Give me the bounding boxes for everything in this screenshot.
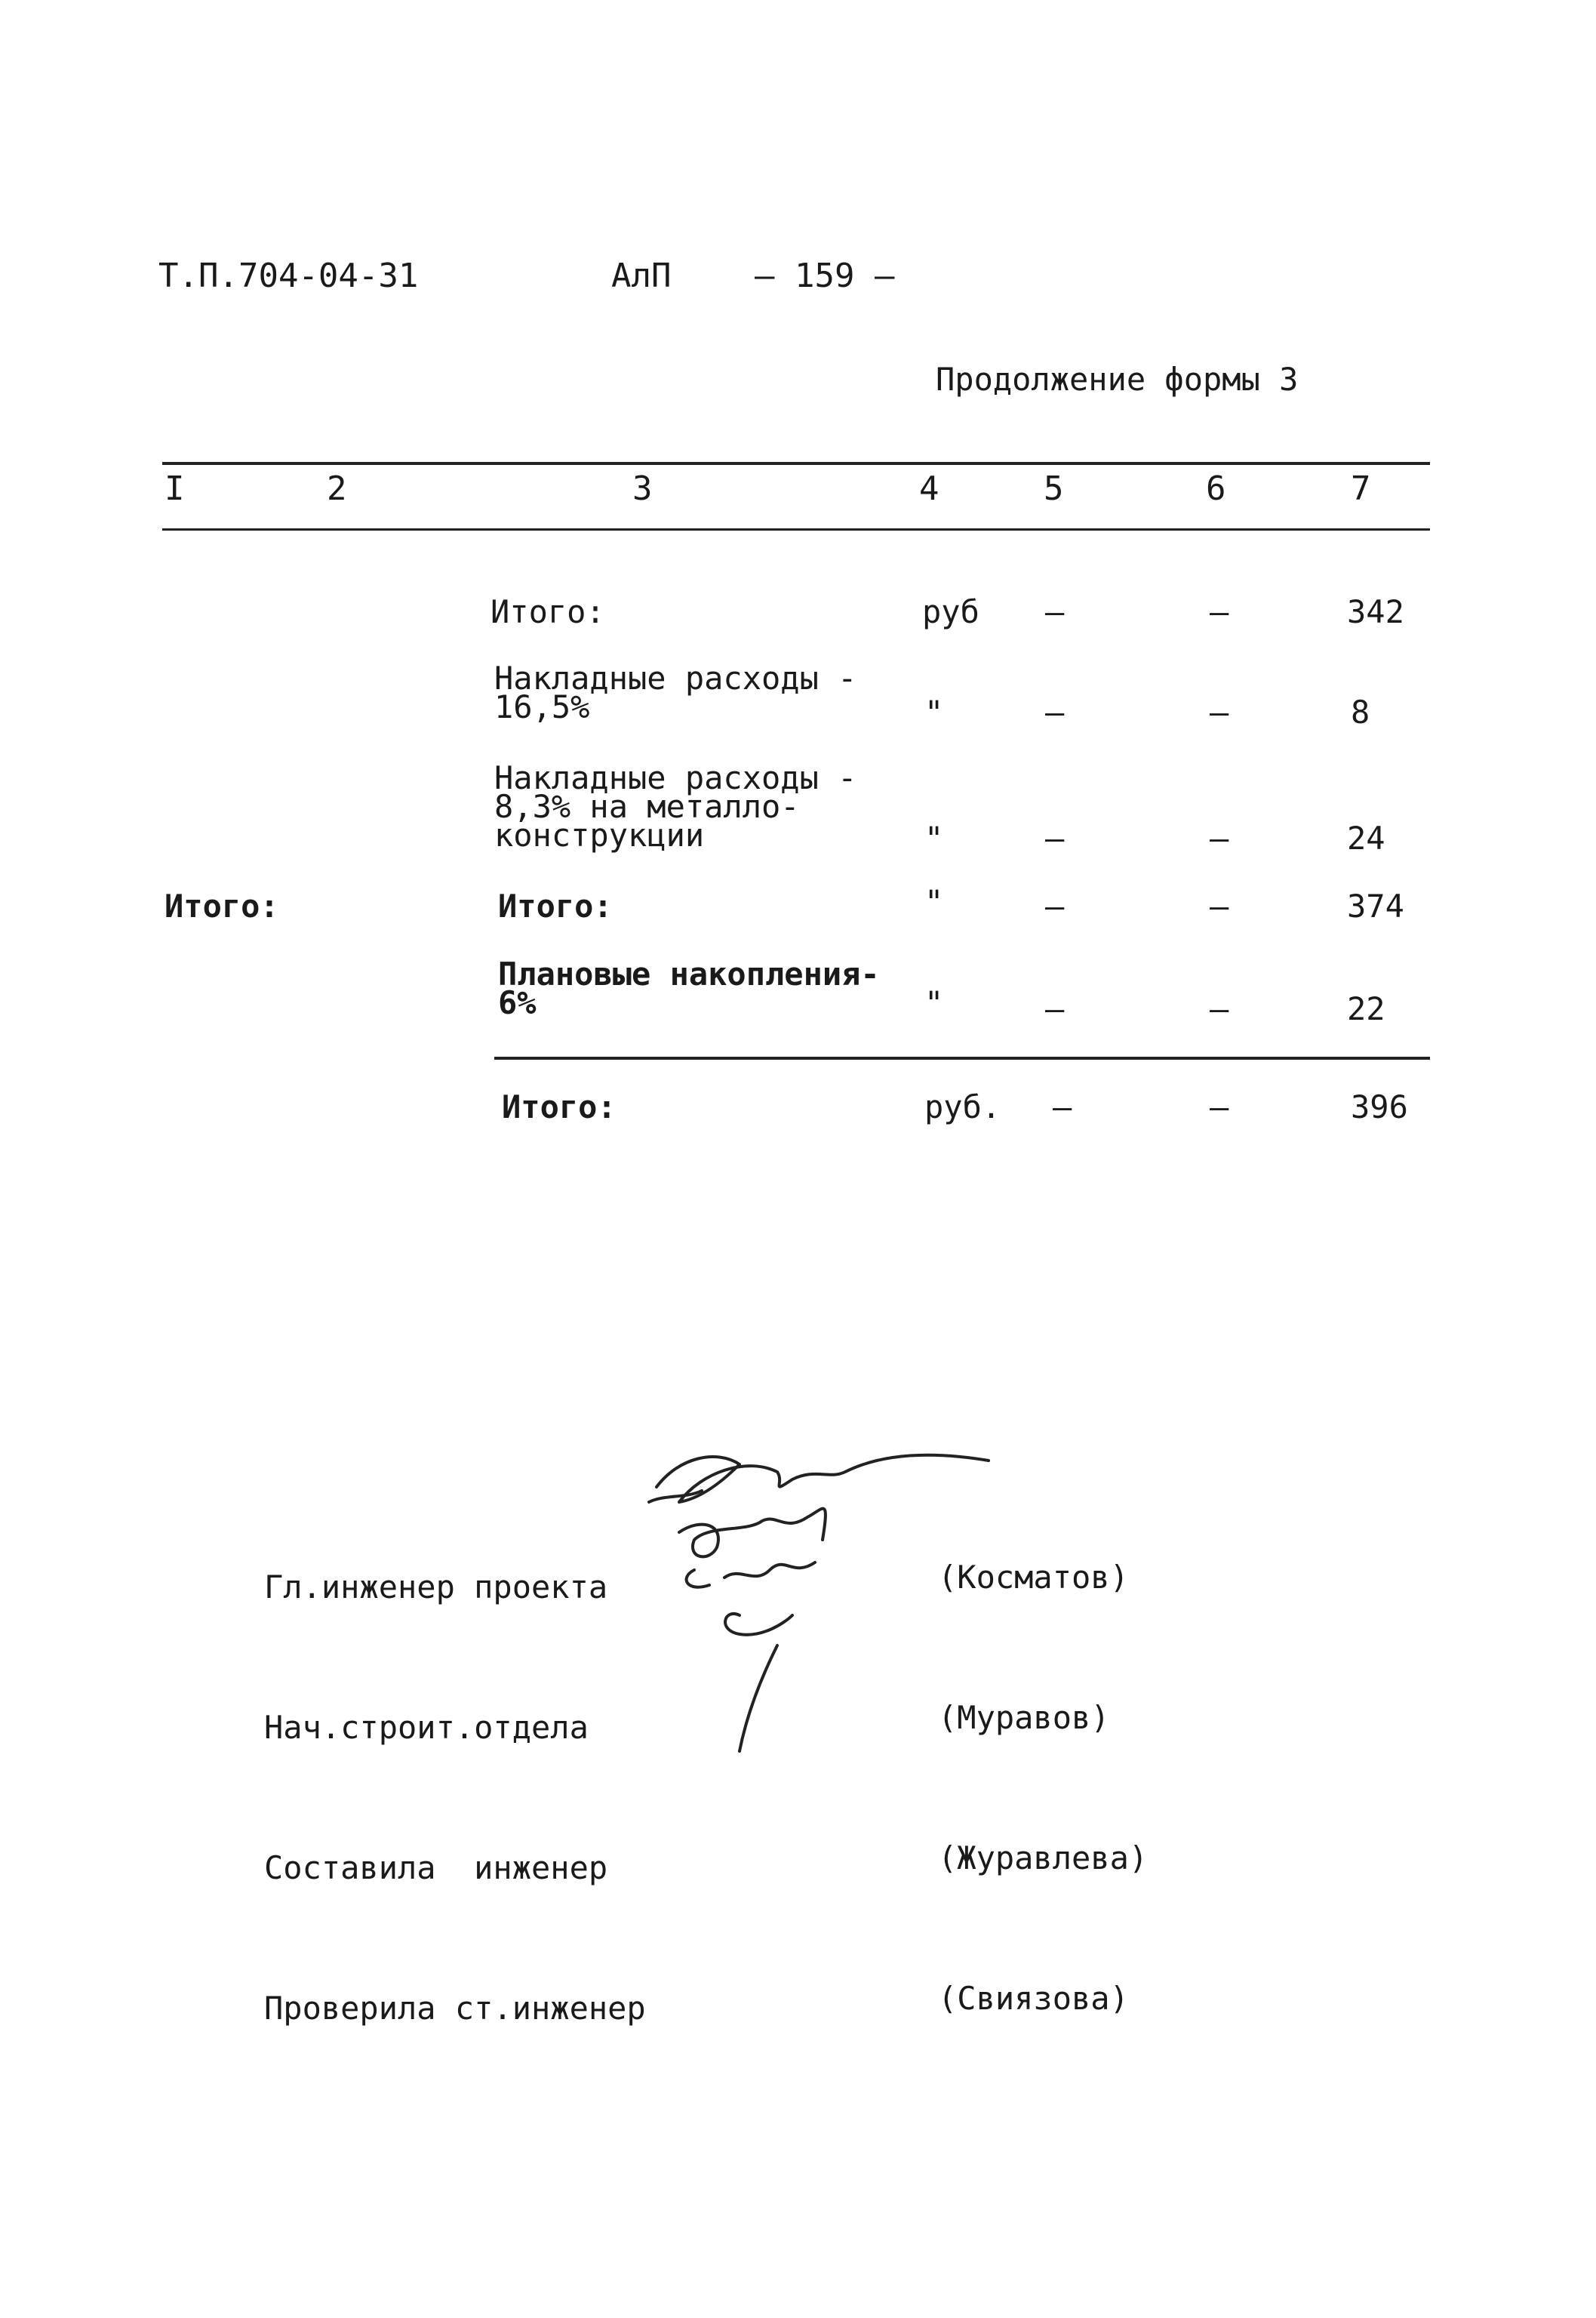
- row-col6: –: [1210, 593, 1229, 630]
- column-number-1: I: [165, 469, 185, 508]
- column-number-2: 2: [327, 469, 347, 508]
- row-unit: ": [924, 883, 944, 920]
- total-label: Итого:: [502, 1088, 617, 1125]
- row-description: Плановые накопления- 6%: [498, 956, 880, 1021]
- row-description: Итого:: [490, 593, 605, 630]
- row-description: Накладные расходы - 16,5%: [494, 660, 857, 725]
- signature-role: Гл.инженер проекта: [264, 1568, 608, 1605]
- document-code: Т.П.704-04-31: [158, 257, 419, 295]
- row-unit: руб: [922, 593, 979, 630]
- row-col6: –: [1210, 990, 1229, 1027]
- album-code: АлП: [611, 257, 672, 295]
- section-total-label: Итого:: [165, 888, 279, 925]
- row-amount: 22: [1347, 990, 1385, 1027]
- column-number-5: 5: [1044, 469, 1064, 508]
- signature-role: Составила инженер: [264, 1849, 608, 1886]
- column-number-3: 3: [632, 469, 653, 508]
- signatory-name: (Косматов): [938, 1559, 1129, 1596]
- table-header-rule: [162, 528, 1430, 531]
- row-unit: ": [924, 984, 944, 1021]
- signatory-name: (Журавлева): [938, 1839, 1149, 1876]
- total-unit: руб.: [924, 1088, 1001, 1125]
- row-unit: ": [924, 694, 944, 731]
- row-amount: 24: [1347, 820, 1385, 857]
- table-top-rule: [162, 462, 1430, 465]
- total-col5: –: [1053, 1088, 1072, 1125]
- signature-role: Нач.строит.отдела: [264, 1709, 589, 1746]
- column-number-6: 6: [1206, 469, 1226, 508]
- row-col5: –: [1045, 888, 1065, 925]
- row-col5: –: [1045, 593, 1065, 630]
- handwritten-signatures-icon: [634, 1427, 1026, 1774]
- total-amount: 396: [1351, 1088, 1408, 1125]
- row-amount: 8: [1351, 694, 1370, 731]
- continuation-note: Продолжение формы 3: [936, 361, 1299, 398]
- page-number: — 159 —: [755, 257, 895, 295]
- row-description: Итого:: [498, 888, 613, 925]
- column-number-4: 4: [919, 469, 939, 508]
- row-amount: 342: [1347, 593, 1404, 630]
- column-number-7: 7: [1351, 469, 1371, 508]
- row-col6: –: [1210, 820, 1229, 857]
- row-amount: 374: [1347, 888, 1404, 925]
- signature-role: Проверила ст.инженер: [264, 1990, 646, 2027]
- row-col6: –: [1210, 694, 1229, 731]
- signatory-name: (Муравов): [938, 1699, 1110, 1736]
- row-col5: –: [1045, 990, 1065, 1027]
- row-unit: ": [924, 820, 944, 857]
- total-rule: [494, 1057, 1430, 1060]
- row-description: Накладные расходы - 8,3% на металло- конструкции: [494, 759, 857, 854]
- row-col5: –: [1045, 694, 1065, 731]
- row-col6: –: [1210, 888, 1229, 925]
- total-col6: –: [1210, 1088, 1229, 1125]
- row-col5: –: [1045, 820, 1065, 857]
- signature-roles: [264, 1470, 646, 2126]
- signatory-name: (Свиязова): [938, 1980, 1129, 2017]
